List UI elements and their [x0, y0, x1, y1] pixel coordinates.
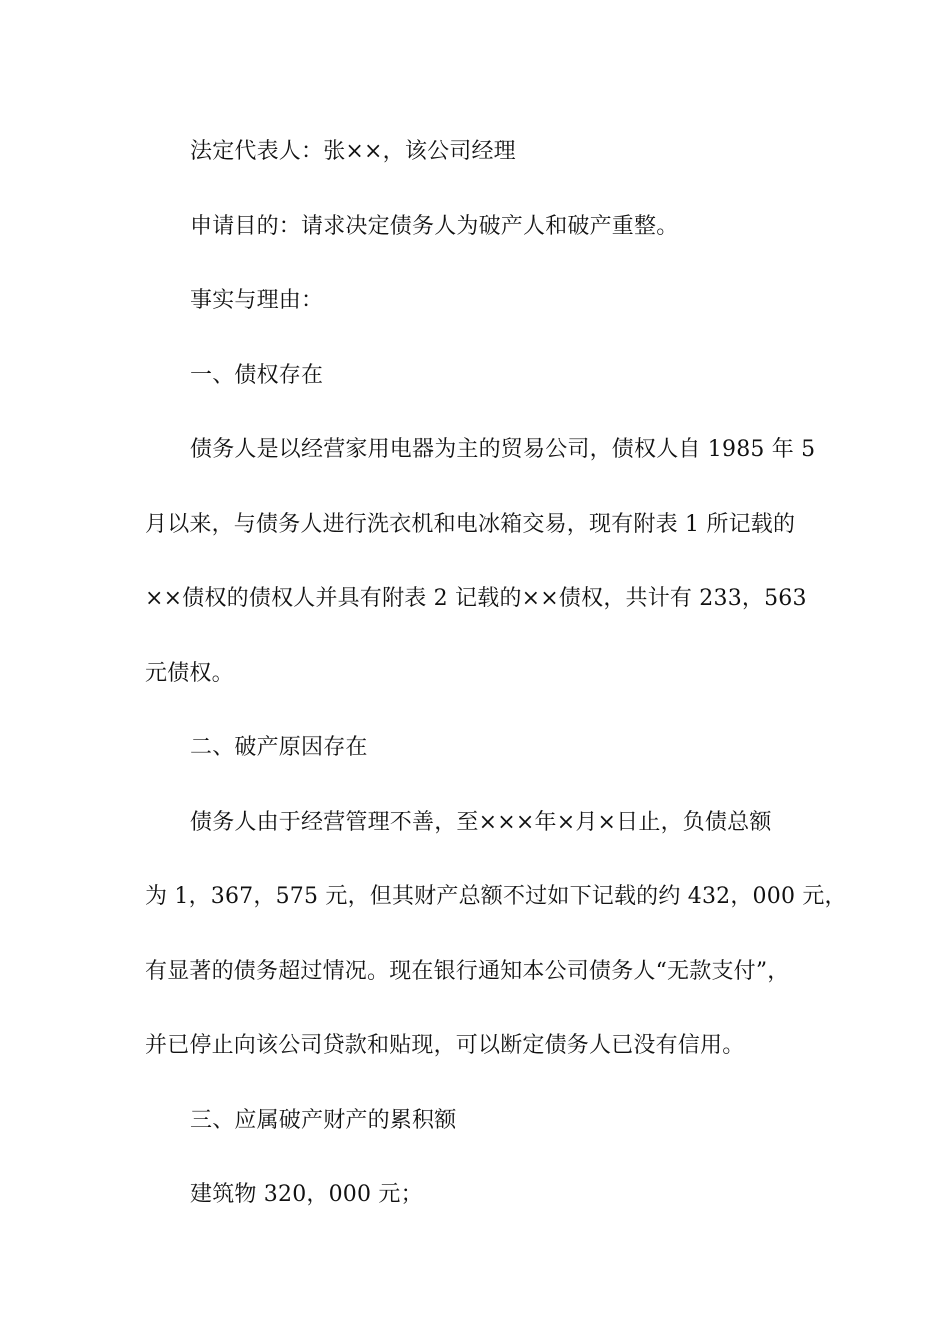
section-three-heading: 三、应属破产财产的累积额 [190, 1108, 457, 1133]
buildings-amount-line: 建筑物 320，000 元； [190, 1182, 423, 1207]
paragraph-one-line-2: 月以来，与债务人进行洗衣机和电冰箱交易，现有附表 1 所记载的 [145, 512, 796, 537]
paragraph-two-line-2: 为 1，367，575 元，但其财产总额不过如下记载的约 432，000 元， [145, 884, 847, 909]
paragraph-two-line-3: 有显著的债务超过情况。现在银行通知本公司债务人“无款支付”， [145, 959, 790, 984]
section-two-heading: 二、破产原因存在 [190, 735, 368, 760]
paragraph-one-line-1: 债务人是以经营家用电器为主的贸易公司，债权人自 1985 年 5 [190, 437, 816, 462]
paragraph-one-line-4: 元债权。 [145, 661, 234, 686]
paragraph-two-line-1: 债务人由于经营管理不善，至×××年×月×日止，负债总额 [190, 810, 772, 835]
legal-representative-line: 法定代表人：张××，该公司经理 [190, 139, 516, 164]
paragraph-two-line-4: 并已停止向该公司贷款和贴现，可以断定债务人已没有信用。 [145, 1033, 745, 1058]
facts-and-reasons-heading: 事实与理由： [190, 288, 324, 313]
section-one-heading: 一、债权存在 [190, 363, 324, 388]
application-purpose-line: 申请目的：请求决定债务人为破产人和破产重整。 [190, 214, 679, 239]
paragraph-one-line-3: ××债权的债权人并具有附表 2 记载的××债权，共计有 233，563 [145, 586, 807, 611]
